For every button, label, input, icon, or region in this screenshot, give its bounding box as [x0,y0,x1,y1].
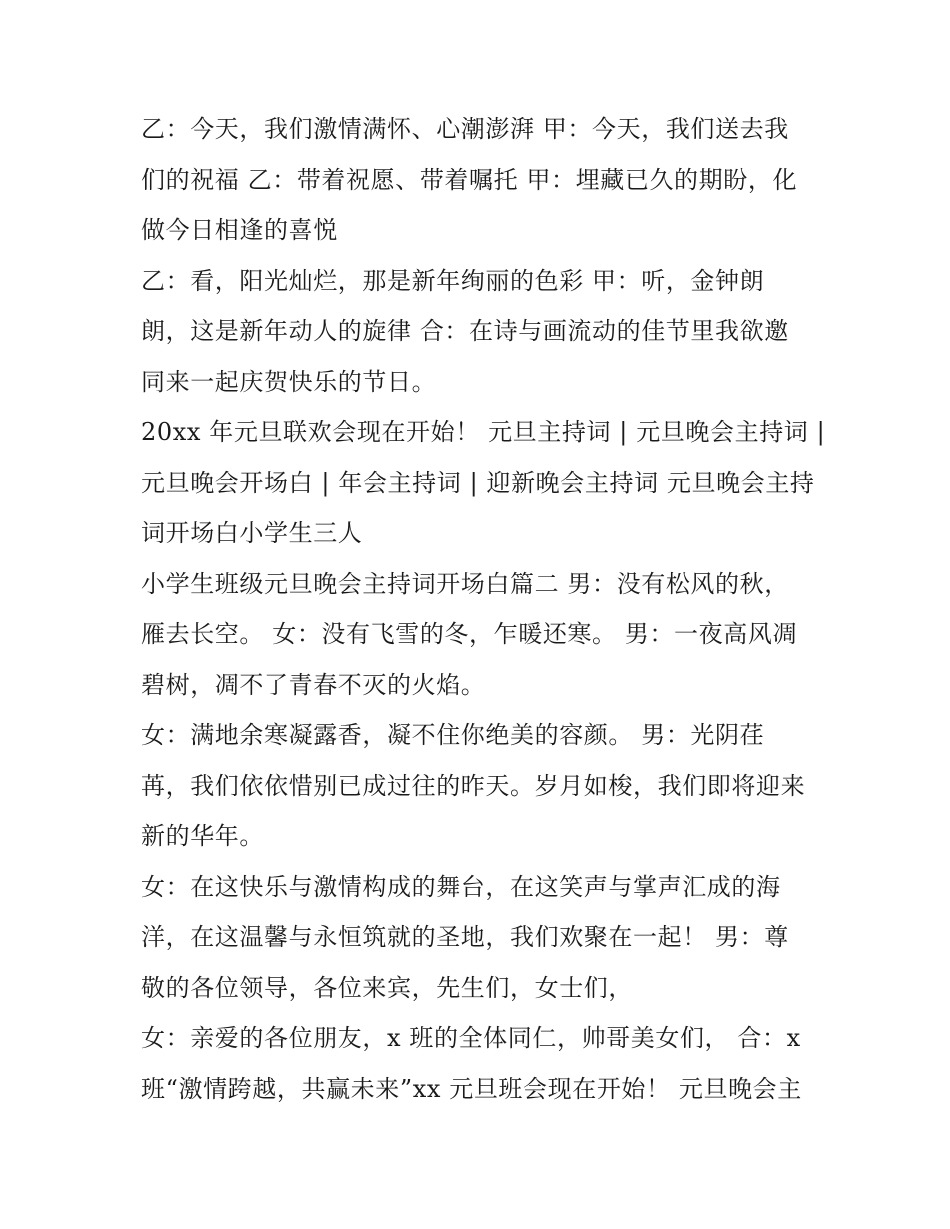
text-line: 敬的各位领导，各位来宾，先生们，女士们， [141,973,633,1002]
text-line: 朗，这是新年动人的旋律 合：在诗与画流动的佳节里我欲邀 [141,317,789,345]
text-line: 新的华年。 [141,822,264,850]
text-line: 做今日相逢的喜悦 [141,216,338,244]
text-line: 苒，我们依依惜别已成过往的昨天。岁月如梭，我们即将迎来 [141,771,806,800]
text-line: 词开场白小学生三人 [141,519,363,547]
text-line: 碧树，凋不了青春不灭的火焰。 [141,670,486,699]
text-line: 女：在这快乐与激情构成的舞台，在这笑声与掌声汇成的海 [141,872,781,901]
text-line: 小学生班级元旦晚会主持词开场白篇二 男：没有松风的秋， [141,569,789,598]
text-line: 洋，在这温馨与永恒筑就的圣地，我们欢聚在一起！ 男：尊 [141,923,789,951]
text-line: 雁去长空。 女：没有飞雪的冬，乍暖还寒。 男：一夜高风凋 [141,620,798,648]
text-line: 班“激情跨越，共赢未来”xx 元旦班会现在开始！ 元旦晚会主 [141,1074,802,1103]
text-line: 们的祝福 乙：带着祝愿、带着嘱托 甲：埋藏已久的期盼，化 [141,165,798,194]
text-line: 同来一起庆贺快乐的节日。 [141,367,437,396]
text-line: 女：满地余寒凝露香，凝不住你绝美的容颜。 男：光阴荏 [141,721,765,749]
text-line: 乙：看，阳光灿烂，那是新年绚丽的色彩 甲：听，金钟朗 [141,266,765,295]
text-line: 20xx 年元旦联欢会现在开始！ 元旦主持词 | 元旦晚会主持词 | [141,418,826,446]
text-line: 乙：今天，我们激情满怀、心潮澎湃 甲：今天，我们送去我 [141,115,789,143]
text-line: 女：亲爱的各位朋友，x 班的全体同仁，帅哥美女们， 合：x [141,1024,801,1052]
text-line: 元旦晚会开场白 | 年会主持词 | 迎新晚会主持词 元旦晚会主持 [141,468,815,497]
document-body [141,104,826,1114]
